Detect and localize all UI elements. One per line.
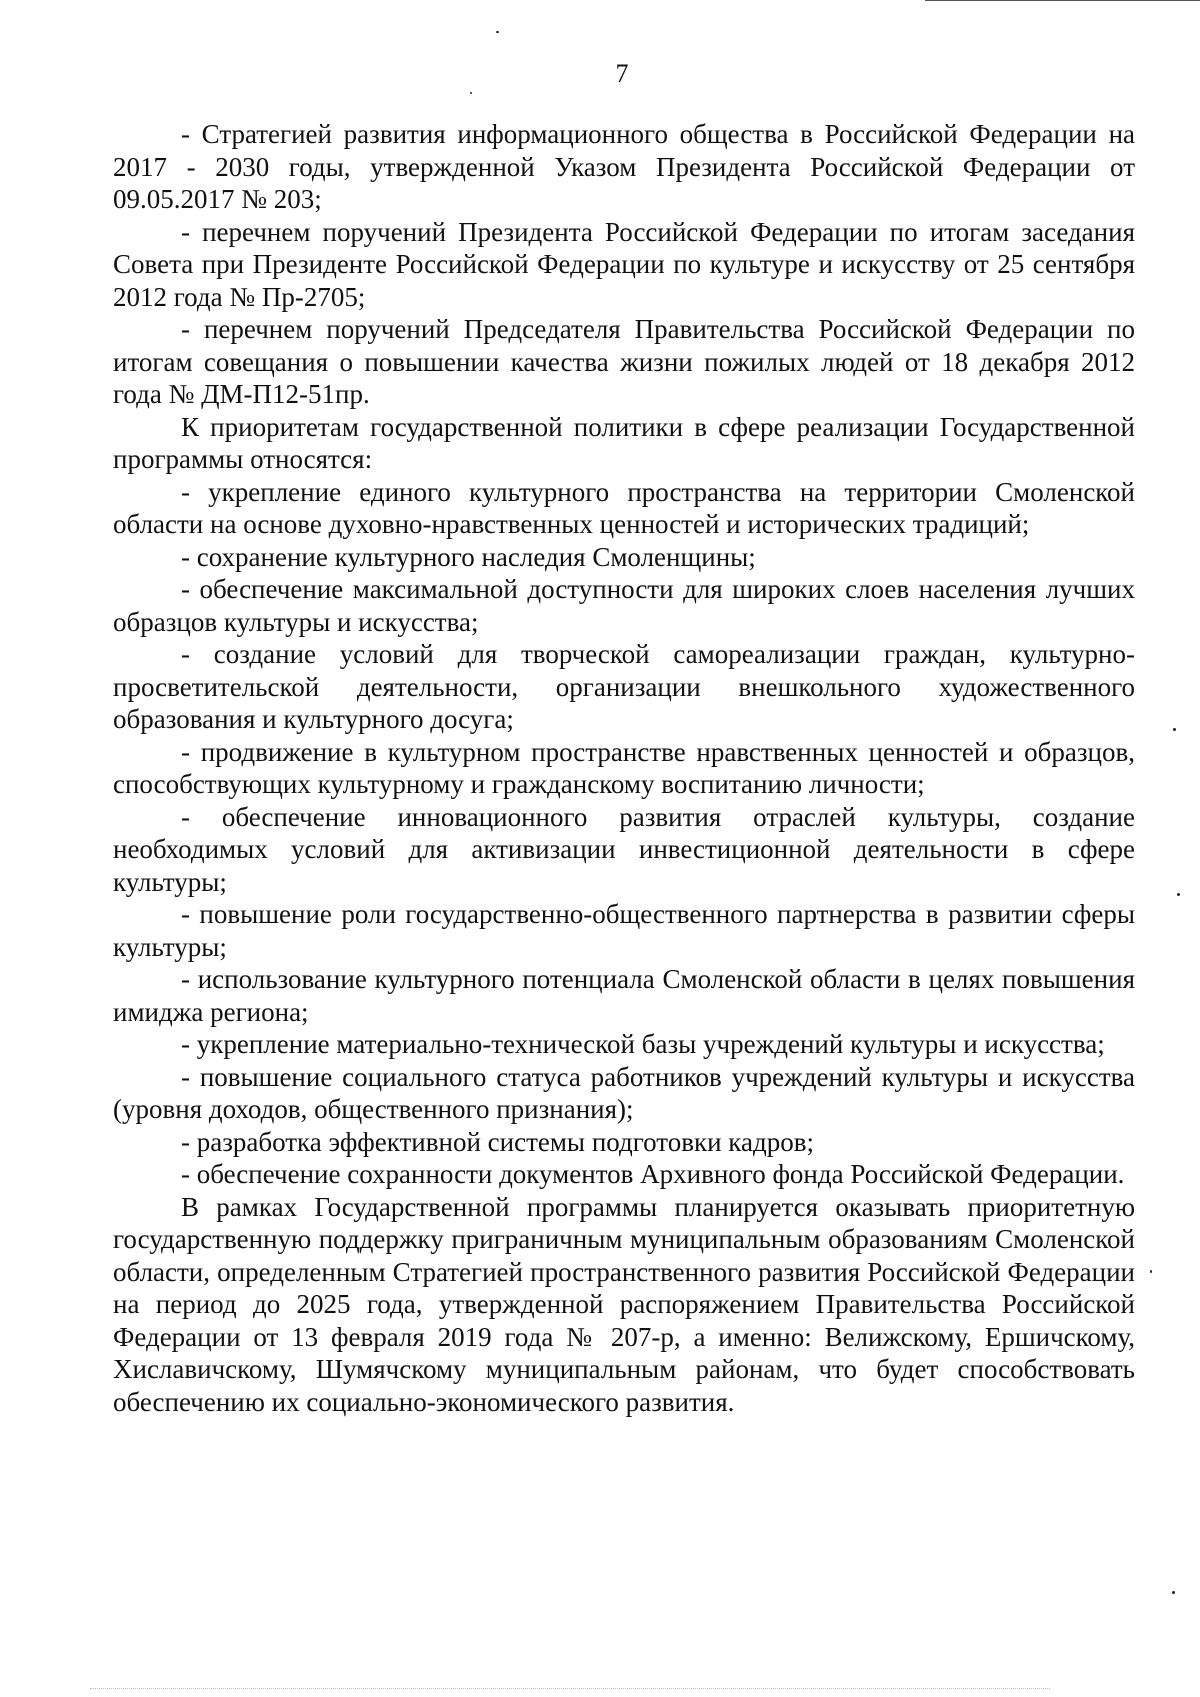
page-number: 7 — [615, 59, 629, 88]
scan-speck — [1150, 1270, 1152, 1273]
paragraph-priority-personnel: - разработка эффективной системы подготовки кадров; — [181, 1126, 814, 1157]
paragraph-priority-archives: - обеспечение сохранности документов Архивного фонда Российской Федерации. — [181, 1159, 1125, 1189]
scan-edge-line — [925, 0, 1200, 3]
scan-speck — [1173, 728, 1176, 731]
scan-speck — [1177, 893, 1180, 896]
paragraph-border-support: В рамках Государственной программы планируется оказывать приоритетную государственную поддержку приграничным муниципальным образованиям Смоленской области, определенным Стратегией пространственного развития Российской Федерации на период до 2025 года, утвержденной распоряжением Правительства Российской Федерации от 13 февраля 2019 года № 207-р, а именно: Велижскому, Ершичскому, Хиславичскому, Шумячскому муниципальным районам, что будет способствовать обеспечению их социально-экономического развития. — [113, 1191, 1135, 1417]
paragraph-priority-cultural-space: - укрепление единого культурного пространства на территории Смоленской области на основе духовно-нравственных ценностей и исторических традиций; — [113, 476, 1135, 539]
scan-speck — [496, 31, 499, 33]
paragraph-priority-self-realization: - создание условий для творческой самореализации граждан, культурно-просветительской деятельности, организации внешкольного художественного образования и культурного досуга; — [113, 639, 1135, 734]
paragraph-priority-partnership: - повышение роли государственно-общественного партнерства в развитии сферы культуры; — [113, 899, 1135, 962]
document-body — [113, 118, 1135, 1418]
paragraph-priorities-intro: К приоритетам государственной политики в сфере реализации Государственной программы относятся: — [113, 411, 1135, 474]
paragraph-priority-social-status: - повышение социального статуса работников учреждений культуры и искусства (уровня доходов, общественного признания); — [113, 1061, 1135, 1124]
scan-bottom-artifacts — [90, 1688, 1050, 1693]
scan-speck — [470, 92, 472, 94]
paragraph-chairman-instructions: - перечнем поручений Председателя Правительства Российской Федерации по итогам совещания о повышении качества жизни пожилых людей от 18 декабря 2012 года № ДМ-П12-51пр. — [113, 314, 1135, 409]
paragraph-priority-heritage: - сохранение культурного наследия Смоленщины; — [181, 541, 756, 572]
paragraph-priority-moral-values: - продвижение в культурном пространстве нравственных ценностей и образцов, способствующих культурному и гражданскому воспитанию личности; — [113, 736, 1135, 799]
paragraph-strategy-info-society: - Стратегией развития информационного общества в Российской Федерации на 2017 - 2030 годы, утвержденной Указом Президента Российской Федерации от 09.05.2017 № 203; — [113, 119, 1135, 214]
paragraph-priority-innovation: - обеспечение инновационного развития отраслей культуры, создание необходимых условий для активизации инвестиционной деятельности в сфере культуры; — [113, 801, 1135, 897]
paragraph-president-instructions: - перечнем поручений Президента Российской Федерации по итогам заседания Совета при Президенте Российской Федерации по культуре и искусству от 25 сентября 2012 года № Пр-2705; — [113, 216, 1135, 312]
paragraph-priority-image: - использование культурного потенциала Смоленской области в целях повышения имиджа региона; — [113, 964, 1135, 1027]
scan-speck — [1172, 1591, 1175, 1594]
paragraph-priority-material-base: - укрепление материально-технической базы учреждений культуры и искусства; — [181, 1029, 1105, 1059]
paragraph-priority-accessibility: - обеспечение максимальной доступности для широких слоев населения лучших образцов культуры и искусства; — [113, 574, 1135, 637]
